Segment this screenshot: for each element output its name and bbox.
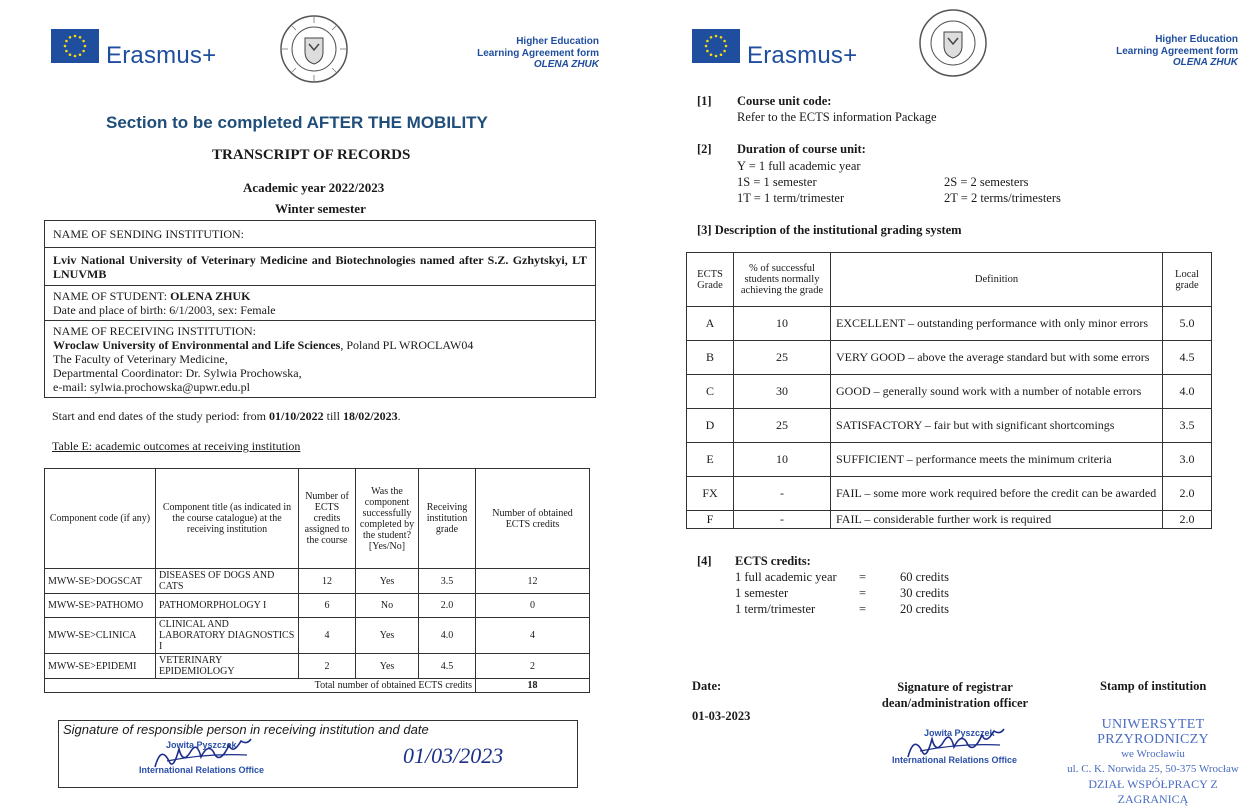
stamp-line-1: UNIWERSYTET PRZYRODNICZY: [1097, 717, 1209, 747]
ects-row-a: 1 term/trimester: [735, 602, 816, 616]
th-title: Component title (as indicated in the course catalogue) at the receiving institution: [156, 469, 299, 569]
duration-1t: 1T = 1 term/trimester: [737, 191, 845, 205]
total-label: Total number of obtained ECTS credits: [45, 679, 476, 693]
grade-row: [687, 341, 1212, 375]
grade-percent: 25: [734, 341, 831, 375]
table-row: [45, 594, 590, 618]
sending-name: Lviv National University of Veterinary Medicine and Biotechnologies named after S.Z. Gzhytskyi, LT LNUVMB: [53, 253, 587, 281]
signature-label: Signature of responsible person in receiving institution and date: [63, 722, 429, 737]
header-line-1: Higher Education: [1155, 34, 1238, 45]
grade-definition: FAIL – some more work required before the credit can be awarded: [831, 477, 1163, 511]
stamp-line-4: DZIAŁ WSPÓŁPRACY Z ZAGRANICĄ: [1088, 777, 1218, 806]
cell-obtained: 12: [476, 569, 590, 594]
duration-2s: 2S = 2 semesters: [944, 175, 1029, 189]
grade-percent: 30: [734, 375, 831, 409]
cell-obtained: 2: [476, 654, 590, 679]
cell-code: MWW-SE>DOGSCAT: [45, 569, 156, 594]
grade-percent: -: [734, 477, 831, 511]
grade-definition: VERY GOOD – above the average standard but with some errors: [831, 341, 1163, 375]
th-ects-grade: ECTS Grade: [687, 253, 734, 307]
period-from: 01/10/2022: [268, 409, 324, 423]
grade-letter: E: [687, 443, 734, 477]
note-4-number: [4]: [697, 554, 712, 568]
cell-ects: 12: [299, 569, 356, 594]
cell-code: MWW-SE>EPIDEMI: [45, 654, 156, 679]
grade-percent: 25: [734, 409, 831, 443]
period-text: Start and end dates of the study period: from: [52, 409, 269, 423]
grade-local: 2.0: [1163, 511, 1212, 529]
grade-row: [687, 477, 1212, 511]
erasmus-logo-text: Erasmus+: [747, 42, 858, 69]
cell-code: MWW-SE>CLINICA: [45, 618, 156, 654]
grade-local: 3.0: [1163, 443, 1212, 477]
th-percent: % of successful students normally achieving the grade: [734, 253, 831, 307]
signature-date: 01/03/2023: [403, 743, 504, 768]
coordinator-email: e-mail: sylwia.prochowska@upwr.edu.pl: [53, 380, 251, 394]
header-line-2: Learning Agreement form: [1116, 45, 1238, 57]
handwritten-signature-icon: [147, 737, 267, 777]
th-grade: Receiving institution grade: [419, 469, 476, 569]
eu-flag-icon: [692, 29, 740, 63]
cell-completed: Yes: [356, 618, 419, 654]
ects-row-eq: =: [859, 570, 867, 584]
note-2-title: Duration of course unit:: [737, 142, 866, 156]
sending-institution: [45, 248, 595, 286]
faculty: The Faculty of Veterinary Medicine,: [53, 352, 228, 366]
grade-row: [687, 409, 1212, 443]
grade-local: 4.0: [1163, 375, 1212, 409]
ects-row-b: 20 credits: [900, 602, 949, 616]
note-3-title: [3] Description of the institutional grading system: [697, 223, 962, 237]
grade-row: [687, 375, 1212, 409]
th-code: Component code (if any): [45, 469, 156, 569]
cell-ects: 4: [299, 618, 356, 654]
coordinator: Departmental Coordinator: Dr. Sylwia Prochowska,: [53, 366, 302, 380]
grade-percent: 10: [734, 443, 831, 477]
section-title: Section to be completed AFTER THE MOBILITY: [106, 113, 488, 132]
student-info: [45, 286, 595, 321]
grade-definition: EXCELLENT – outstanding performance with only minor errors: [831, 307, 1163, 341]
total-value: 18: [476, 679, 590, 693]
grade-letter: C: [687, 375, 734, 409]
table-row: [45, 654, 590, 679]
cell-title: VETERINARY EPIDEMIOLOGY: [156, 654, 299, 679]
period-mid: till: [323, 409, 343, 423]
stamp-name: Jowita Pyszczek: [166, 740, 237, 750]
student-name: OLENA ZHUK: [170, 289, 251, 303]
grade-definition: FAIL – considerable further work is required: [831, 511, 1163, 529]
cell-title: PATHOMORPHOLOGY I: [156, 594, 299, 618]
cell-completed: Yes: [356, 654, 419, 679]
grade-definition: SATISFACTORY – fair but with significant shortcomings: [831, 409, 1163, 443]
cell-obtained: 4: [476, 618, 590, 654]
stamp-line-2: we Wrocławiu: [1121, 748, 1185, 760]
grade-local: 4.5: [1163, 341, 1212, 375]
th-local-grade: Local grade: [1163, 253, 1212, 307]
cell-grade: 3.5: [419, 569, 476, 594]
grade-letter: B: [687, 341, 734, 375]
university-seal-icon: [279, 14, 349, 84]
receiving-label: NAME OF RECEIVING INSTITUTION:: [53, 324, 256, 338]
note-1-number: [1]: [697, 94, 712, 108]
cell-title: DISEASES OF DOGS AND CATS: [156, 569, 299, 594]
grade-row: [687, 511, 1212, 529]
grade-row: [687, 443, 1212, 477]
header-line-1: Higher Education: [516, 36, 599, 47]
outcomes-table: [44, 468, 590, 693]
cell-ects: 6: [299, 594, 356, 618]
grade-letter: FX: [687, 477, 734, 511]
signature-box: [58, 720, 578, 788]
sending-label: NAME OF SENDING INSTITUTION:: [45, 221, 595, 248]
university-seal-icon: [918, 8, 988, 78]
total-row: [45, 679, 590, 693]
cell-ects: 2: [299, 654, 356, 679]
receiving-name: Wroclaw University of Environmental and Life Sciences: [53, 338, 341, 352]
semester: Winter semester: [275, 201, 366, 216]
eu-flag-icon: [51, 29, 99, 63]
grade-local: 5.0: [1163, 307, 1212, 341]
grade-definition: SUFFICIENT – performance meets the minimum criteria: [831, 443, 1163, 477]
grade-letter: A: [687, 307, 734, 341]
grading-table: [686, 252, 1212, 529]
stamp-office: International Relations Office: [892, 755, 1018, 765]
grade-percent: -: [734, 511, 831, 529]
erasmus-logo-text: Erasmus+: [106, 42, 217, 69]
table-caption: Table E: academic outcomes at receiving institution: [52, 439, 301, 453]
registrar-signature-label: Signature of registrar dean/administration officer: [881, 680, 1029, 710]
ects-row-b: 60 credits: [900, 570, 949, 584]
institution-stamp: [1056, 717, 1250, 807]
cell-code: MWW-SE>PATHOMO: [45, 594, 156, 618]
document-title: TRANSCRIPT OF RECORDS: [212, 147, 411, 163]
cell-completed: No: [356, 594, 419, 618]
note-2-number: [2]: [697, 142, 712, 156]
grade-letter: D: [687, 409, 734, 443]
cell-grade: 2.0: [419, 594, 476, 618]
period-to: 18/02/2023: [342, 409, 398, 423]
birth-info: Date and place of birth: 6/1/2003, sex: Female: [53, 303, 276, 317]
stamp-name: Jowita Pyszczek: [924, 728, 995, 738]
table-row: [45, 618, 590, 654]
stamp-line-3: ul. C. K. Norwida 25, 50-375 Wrocław: [1067, 763, 1239, 775]
cell-title: CLINICAL AND LABORATORY DIAGNOSTICS I: [156, 618, 299, 654]
form-header: [477, 36, 599, 71]
grade-local: 3.5: [1163, 409, 1212, 443]
receiving-info: [45, 321, 595, 397]
receiving-code: , Poland PL WROCLAW04: [340, 338, 474, 352]
grade-definition: GOOD – generally sound work with a number of notable errors: [831, 375, 1163, 409]
ects-row-a: 1 semester: [735, 586, 789, 600]
header-line-2: Learning Agreement form: [477, 47, 599, 59]
note-1-title: Course unit code:: [737, 94, 832, 108]
grade-letter: F: [687, 511, 734, 529]
ects-row-eq: =: [859, 586, 867, 600]
academic-year: Academic year 2022/2023: [243, 180, 385, 195]
date-label: Date:: [692, 679, 722, 693]
period-end: .: [397, 409, 401, 423]
student-label: NAME OF STUDENT:: [53, 289, 168, 303]
stamp-office: International Relations Office: [139, 765, 265, 775]
duration-2t: 2T = 2 terms/trimesters: [944, 191, 1061, 205]
th-completed: Was the component successfully completed by the student? [Yes/No]: [356, 469, 419, 569]
cell-grade: 4.5: [419, 654, 476, 679]
cell-obtained: 0: [476, 594, 590, 618]
stamp-label: Stamp of institution: [1100, 679, 1207, 693]
table-row: [45, 569, 590, 594]
grade-percent: 10: [734, 307, 831, 341]
date-value: 01-03-2023: [692, 709, 751, 723]
form-header: [1116, 34, 1238, 69]
grade-local: 2.0: [1163, 477, 1212, 511]
cell-completed: Yes: [356, 569, 419, 594]
ects-row-a: 1 full academic year: [735, 570, 837, 584]
header-student: OLENA ZHUK: [533, 59, 599, 70]
th-obtained: Number of obtained ECTS credits: [476, 469, 590, 569]
duration-y: Y = 1 full academic year: [737, 159, 861, 173]
note-1-text: Refer to the ECTS information Package: [737, 110, 937, 124]
cell-grade: 4.0: [419, 618, 476, 654]
th-definition: Definition: [831, 253, 1163, 307]
grade-row: [687, 307, 1212, 341]
note-4-title: ECTS credits:: [735, 554, 811, 568]
handwritten-signature-icon: [900, 727, 1020, 767]
institution-info-box: [44, 220, 596, 398]
ects-row-b: 30 credits: [900, 586, 949, 600]
study-period: [52, 409, 401, 424]
ects-row-eq: =: [859, 602, 867, 616]
header-student: OLENA ZHUK: [1172, 57, 1238, 68]
duration-1s: 1S = 1 semester: [737, 175, 817, 189]
th-ects: Number of ECTS credits assigned to the course: [299, 469, 356, 569]
